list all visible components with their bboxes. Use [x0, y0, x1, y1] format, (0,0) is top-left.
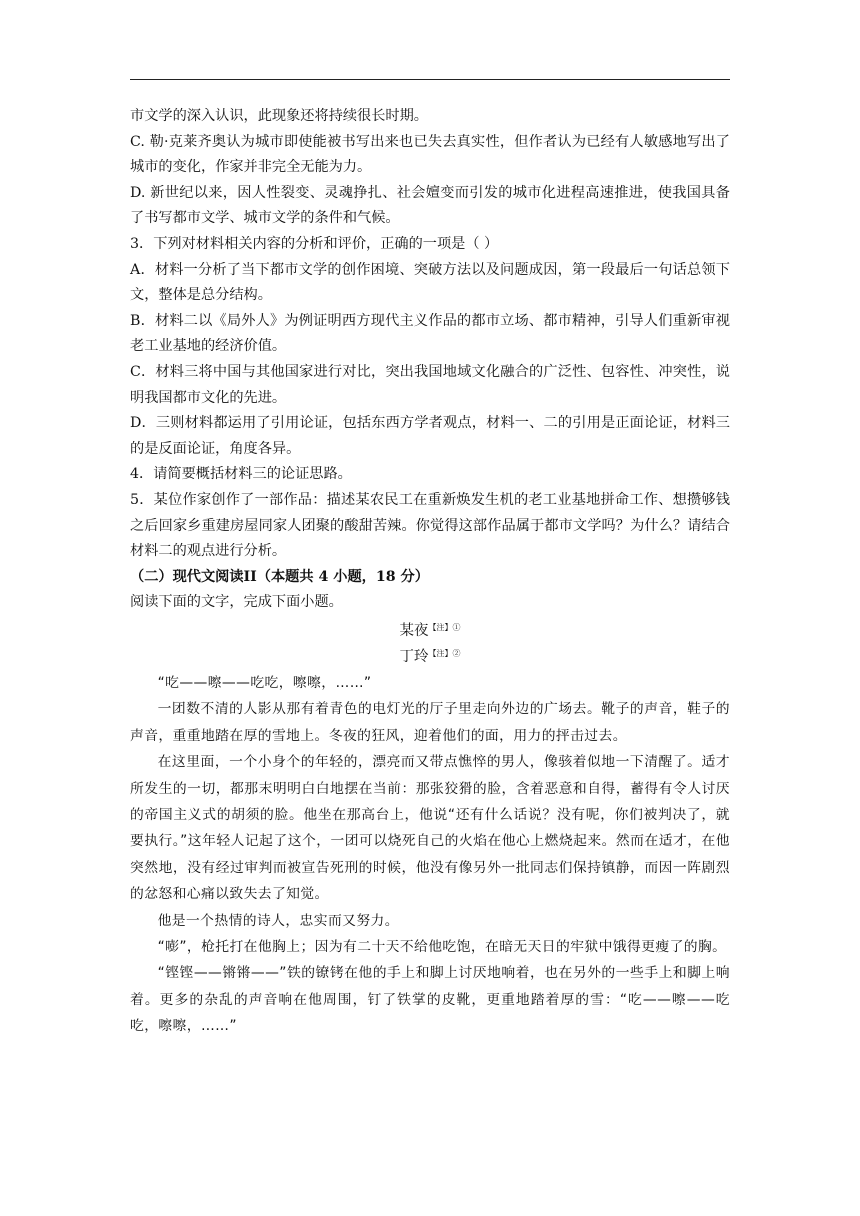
section-heading: （二）现代文阅读II（本题共 4 小题，18 分） — [130, 568, 429, 585]
q3-stem: 3．下列对材料相关内容的分析和评价，正确的一项是（ ） — [130, 235, 499, 252]
story-text — [130, 670, 730, 1040]
story-author-text: 丁玲 — [399, 648, 429, 665]
header-rule — [130, 79, 730, 80]
title-note-marker: 【注】① — [428, 622, 461, 632]
q5-stem: 5．某位作家创作了一部作品：描述某农民工在重新焕发生机的老工业基地拼命工作、想攒够钱之后回家乡重建房屋同家人团聚的酸甜苦辣。你觉得这部作品属于都市文学吗？为什么？请结合材料二的观点进行分析。 — [130, 491, 730, 560]
story-paragraph: “吃——嚓——吃吃，嚓嚓，……” — [157, 674, 372, 691]
q2-option-c: C. 勒·克莱齐奥认为城市即使能被书写出来也已失去真实性，但作者认为已经有人敏感地写出了城市的变化，作家并非完全无能为力。 — [130, 133, 730, 176]
q3-option-c: C．材料三将中国与其他国家进行对比，突出我国地域文化融合的广泛性、包容性、冲突性，说明我国都市文化的先进。 — [130, 363, 730, 406]
story-paragraph: “铿铿——锵锵——”铁的镣铐在他的手上和脚上讨厌地响着，也在另外的一些手上和脚上响着。更多的杂乱的声音响在他周围，钉了铁掌的皮靴，更重地踏着厚的雪：“吃——嚓——吃吃，嚓嚓，……” — [130, 965, 730, 1035]
story-title — [130, 618, 730, 644]
story-paragraph: 一团数不清的人影从那有着青色的电灯光的厅子里走向外边的广场去。靴子的声音，鞋子的声音，重重地踏在厚的雪地上。冬夜的狂风，迎着他们的面，用力的抨击过去。 — [130, 701, 730, 744]
author-note-marker: 【注】② — [428, 648, 461, 658]
document-body — [130, 104, 730, 1040]
q4-stem: 4．请简要概括材料三的论证思路。 — [130, 466, 352, 483]
story-paragraph: 在这里面，一个小身个的年轻的，漂亮而又带点憔悴的男人，像骇着似地一下清醒了。适才所发生的一切，都那末明明白白地摆在当前：那张狡猾的脸，含着恶意和自得，蓄得有令人讨厌的帝国主义式的胡须的脸。他坐在那高台上，他说“还有什么话说？没有呢，你们被判决了，就要执行。”这年轻人记起了这个，一团可以烧死自己的火焰在他心上燃烧起来。然而在适才，在他突然地，没有经过审判而被宣告死刑的时候，他没有像另外一批同志们保持镇静，而因一阵剧烈的忿怒和心痛以致失去了知觉。 — [130, 754, 730, 903]
q2-option-d: D. 新世纪以来，因人性裂变、灵魂挣扎、社会嬗变而引发的城市化进程高速推进，使我国具备了书写都市文学、城市文学的条件和气候。 — [130, 184, 730, 227]
q3-option-a: A．材料一分析了当下都市文学的创作困境、突破方法以及问题成因，第一段最后一句话总领下文，整体是总分结构。 — [130, 261, 730, 304]
continued-line: 市文学的深入认识，此现象还将持续很长时期。 — [130, 108, 428, 124]
story-author — [130, 644, 730, 670]
q3-option-b: B．材料二以《局外人》为例证明西方现代主义作品的都市立场、都市精神，引导人们重新审视老工业基地的经济价值。 — [130, 312, 730, 355]
q3-option-d: D．三则材料都运用了引用论证，包括东西方学者观点，材料一、二的引用是正面论证，材料三的是反面论证，角度各异。 — [130, 415, 730, 457]
story-title-text: 某夜 — [399, 622, 429, 639]
story-paragraph: 他是一个热情的诗人，忠实而又努力。 — [157, 912, 399, 929]
story-paragraph: “嘭”，枪托打在他胸上；因为有二十天不给他吃饱，在暗无天日的牢狱中饿得更瘦了的胸。 — [157, 938, 727, 955]
section-instruction: 阅读下面的文字，完成下面小题。 — [130, 594, 343, 611]
